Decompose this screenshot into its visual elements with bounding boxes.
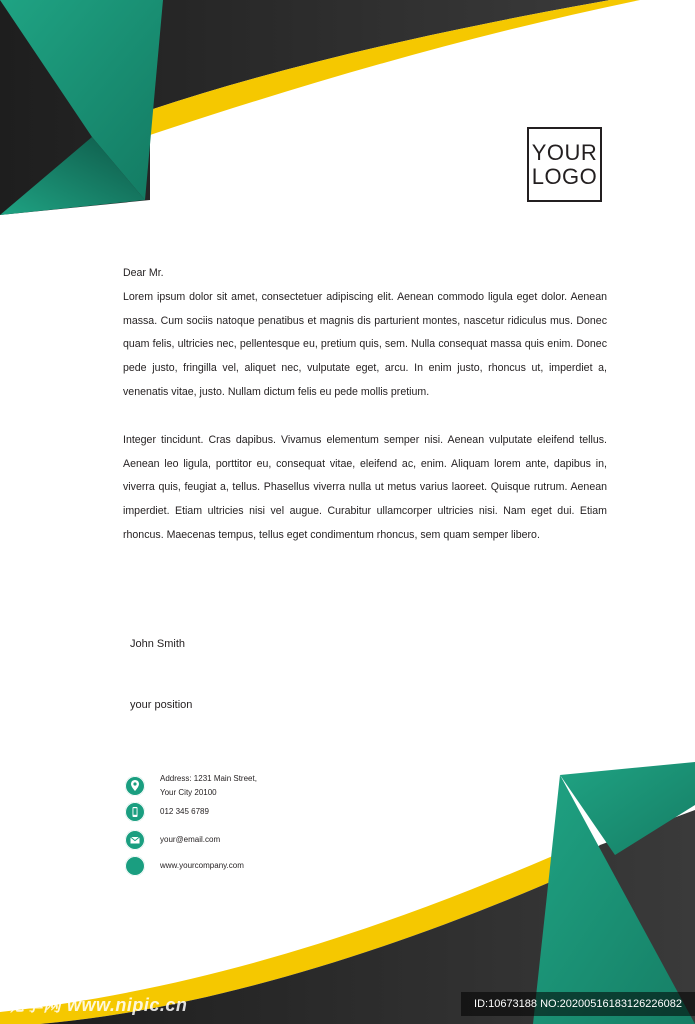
phone-number: 012 345 6789 [160, 807, 209, 816]
email-address: your@email.com [160, 835, 221, 844]
paragraph-2: Integer tincidunt. Cras dapibus. Vivamus elementum semper nisi. Aenean vulputate eleifend tellus. Aenean leo ligula, porttitor eu, consequat vitae, eleifend ac, enim. Aliquam lorem ante, dapibus in, viverra quis, feugiat a, tellus. Phasellus viverra nulla ut metus varius laoreet. Quisque rutrum. Aenean imperdiet. Etiam ultricies nisi vel augue. Curabitur ullamcorper ultricies nisi. Nam eget dui. Etiam rhoncus. Maecenas tempus, tellus eget condimentum rhoncus, sem quam semper libero. [123, 433, 607, 541]
greeting: Dear Mr. [123, 267, 164, 279]
globe-icon [125, 856, 145, 876]
contact-email [125, 830, 325, 850]
watermark-site: 昵享网 www.nipic.cn [6, 995, 188, 1015]
address-line-2: Your City 20100 [160, 788, 217, 797]
logo-line-1: YOUR [531, 139, 598, 165]
signature-position: your position [130, 699, 193, 711]
watermark-id: ID:10673188 NO:20200516183126226082 [461, 992, 695, 1016]
contact-phone [125, 802, 325, 822]
paragraph-1: Lorem ipsum dolor sit amet, consectetuer adipiscing elit. Aenean commodo ligula eget dolor. Aenean massa. Cum sociis natoque penatibus et magnis dis parturient montes, nascetur ridiculus mus. Donec quam felis, ultricies nec, pellentesque eu, pretium quis, sem. Nulla consequat massa quis enim. Donec pede justo, fringilla vel, aliquet nec, vulputate eget, arcu. In enim justo, rhoncus ut, imperdiet a, venenatis vitae, justo. Nullam dictum felis eu pede mollis pretium. [123, 290, 607, 398]
phone-icon [125, 802, 145, 822]
contact-address [125, 772, 325, 800]
address-line-1: Address: 1231 Main Street, [160, 774, 257, 783]
logo-line-2: LOGO [531, 163, 598, 189]
contact-website [125, 856, 325, 876]
letter-body [123, 262, 607, 548]
location-pin-icon [125, 776, 145, 796]
signature-name: John Smith [130, 638, 186, 650]
envelope-icon [125, 830, 145, 850]
company-logo [527, 127, 602, 202]
website-url: www.yourcompany.com [160, 861, 244, 870]
